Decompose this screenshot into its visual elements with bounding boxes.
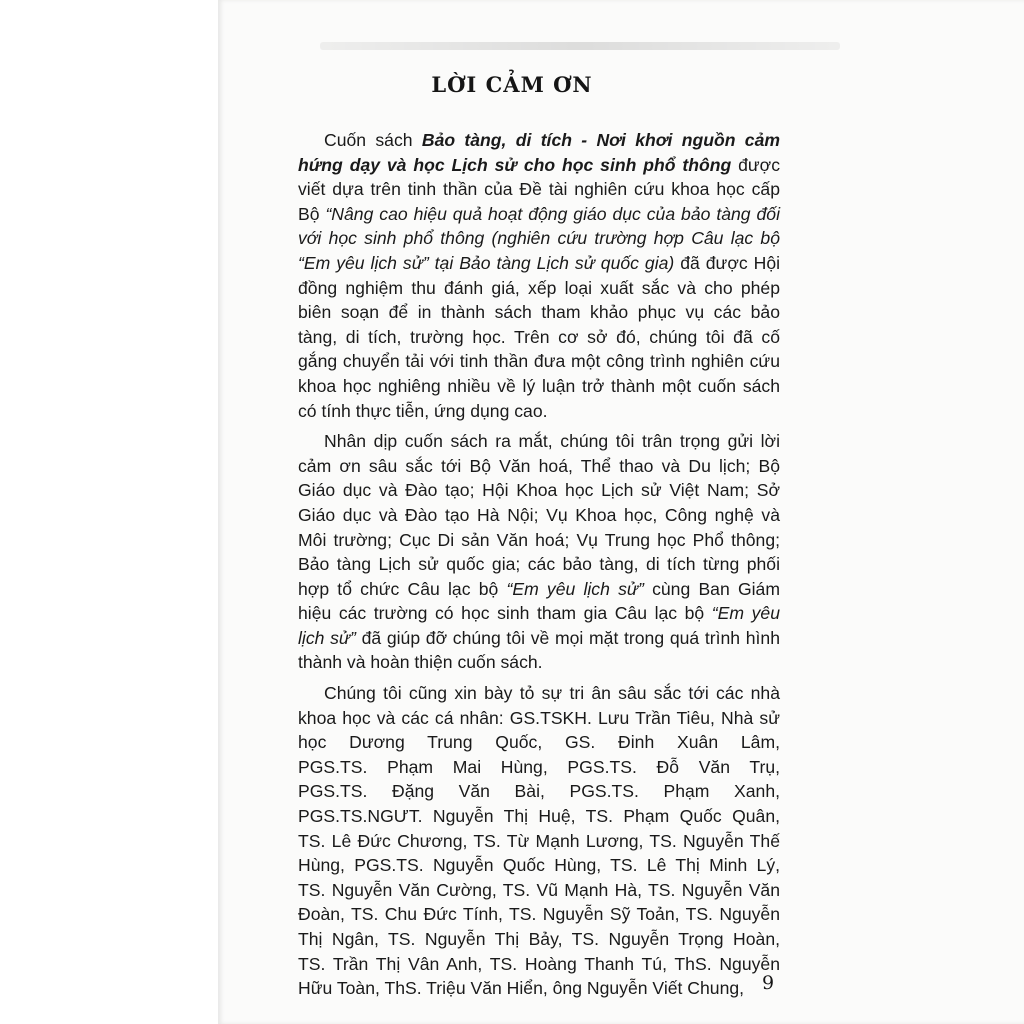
- text-run: PGS.TS.NGƯT. Nguyễn Thị Huệ, TS. Phạm Quốc Quân,: [298, 806, 780, 827]
- text-run: Chúng tôi cũng xin bày tỏ sự tri ân sâu sắc tới các nhà: [324, 683, 780, 704]
- text-run: viết dựa trên tinh thần của Đề tài nghiên cứu khoa học cấp: [298, 179, 780, 200]
- text-line: [298, 976, 780, 1001]
- text-run: lịch sử”: [298, 627, 356, 648]
- text-run: Hữu Toàn, ThS. Triệu Văn Hiển, ông Nguyễn Viết Chung,: [298, 978, 745, 999]
- text-run: Bảo tàng, di tích - Nơi khơi nguồn cảm: [421, 130, 780, 150]
- text-line: [298, 300, 780, 325]
- text-line: [298, 601, 780, 626]
- text-run: đã được Hội: [674, 252, 781, 273]
- text-run: gắng chuyển tải với tinh thần đưa một công trình nghiên cứu: [298, 351, 780, 372]
- text-run: PGS.TS. Đặng Văn Bài, PGS.TS. Phạm Xanh,: [298, 781, 780, 802]
- text-line: [298, 374, 780, 399]
- text-run: TS. Lê Đức Chương, TS. Từ Mạnh Lương, TS. Nguyễn Thế: [298, 830, 780, 851]
- text-run: đã giúp đỡ chúng tôi về mọi mặt trong quá trình hình: [355, 627, 780, 648]
- text-line: [298, 730, 780, 755]
- text-run: TS. Trần Thị Vân Anh, TS. Hoàng Thanh Tú, ThS. Nguyễn: [298, 953, 780, 974]
- page-number: 9: [762, 972, 775, 994]
- text-line: [298, 755, 780, 780]
- text-run: hiệu các trường có học sinh tham gia Câu lạc bộ: [298, 603, 712, 624]
- text-line: [298, 478, 780, 503]
- text-run: Hùng, PGS.TS. Nguyễn Quốc Hùng, TS. Lê Thị Minh Lý,: [298, 855, 780, 876]
- text-line: [298, 804, 780, 829]
- text-line: [298, 128, 780, 153]
- text-line: [298, 528, 780, 553]
- text-line: [298, 325, 780, 350]
- text-line: [298, 927, 780, 952]
- text-line: [298, 952, 780, 977]
- text-run: cùng Ban Giám: [643, 578, 780, 599]
- text-line: [298, 626, 780, 651]
- bleed-through-text: [320, 42, 840, 50]
- text-run: khoa học nghiêng nhiều về lý luận trở thành một cuốn sách: [298, 375, 780, 396]
- text-run: hợp tổ chức Câu lạc bộ: [298, 578, 507, 599]
- text-run: Giáo dục và Đào tạo; Hội Khoa học Lịch sử Việt Nam; Sở: [298, 480, 780, 501]
- text-line: [298, 202, 780, 227]
- text-run: với học sinh phổ thông (nghiên cứu trường hợp Câu lạc bộ: [298, 228, 780, 249]
- text-line: [298, 829, 780, 854]
- text-line: [298, 251, 780, 276]
- text-run: Thị Ngân, TS. Nguyễn Thị Bảy, TS. Nguyễn Trọng Hoàn,: [298, 929, 780, 949]
- text-run: “Em yêu lịch sử” tại Bảo tàng Lịch sử quốc gia): [298, 252, 675, 273]
- text-line: [298, 706, 780, 731]
- text-run: Bộ: [298, 203, 326, 224]
- text-line: [298, 681, 780, 706]
- text-line: [298, 779, 780, 804]
- text-line: [298, 399, 780, 424]
- text-run: “Nâng cao hiệu quả hoạt động giáo dục của bảo tàng đối: [325, 203, 780, 224]
- paragraph: [298, 681, 780, 1001]
- text-run: “Em yêu: [711, 603, 780, 624]
- paragraph: [298, 128, 780, 423]
- text-line: [298, 853, 780, 878]
- text-run: Giáo dục và Đào tạo Hà Nội; Vụ Khoa học, Công nghệ và: [298, 504, 780, 525]
- text-run: TS. Nguyễn Văn Cường, TS. Vũ Mạnh Hà, TS. Nguyễn Văn: [298, 879, 780, 900]
- text-line: [298, 153, 780, 178]
- text-line: [298, 349, 780, 374]
- text-run: cảm ơn sâu sắc tới Bộ Văn hoá, Thể thao và Du lịch; Bộ: [298, 455, 780, 476]
- page-title: LỜI CẢM ƠN: [431, 72, 593, 97]
- body-text: [298, 128, 780, 1001]
- text-run: đồng nghiệm thu đánh giá, xếp loại xuất sắc và cho phép: [298, 277, 780, 298]
- text-line: [298, 577, 780, 602]
- text-line: [298, 503, 780, 528]
- text-run: Đoàn, TS. Chu Đức Tính, TS. Nguyễn Sỹ Toản, TS. Nguyễn: [298, 904, 780, 925]
- text-line: [298, 878, 780, 903]
- text-run: có tính thực tiễn, ứng dụng cao.: [298, 400, 548, 421]
- text-line: [298, 902, 780, 927]
- text-run: PGS.TS. Phạm Mai Hùng, PGS.TS. Đỗ Văn Trụ,: [298, 756, 780, 777]
- text-line: [298, 454, 780, 479]
- text-run: được: [731, 154, 780, 175]
- text-run: thành và hoàn thiện cuốn sách.: [298, 652, 543, 673]
- text-line: [298, 650, 780, 675]
- text-line: [298, 429, 780, 454]
- text-run: hứng dạy và học Lịch sử cho học sinh phổ thông: [298, 154, 732, 175]
- text-run: Môi trường; Cục Di sản Văn hoá; Vụ Trung học Phổ thông;: [298, 529, 780, 550]
- text-run: “Em yêu lịch sử”: [506, 578, 644, 599]
- text-run: Nhân dịp cuốn sách ra mắt, chúng tôi trân trọng gửi lời: [324, 431, 780, 452]
- text-line: [298, 552, 780, 577]
- text-run: học Dương Trung Quốc, GS. Đinh Xuân Lâm,: [298, 732, 780, 753]
- text-run: tàng, di tích, trường học. Trên cơ sở đó, chúng tôi đã cố: [298, 326, 780, 347]
- text-line: [298, 226, 780, 251]
- text-run: Cuốn sách: [324, 130, 422, 150]
- text-run: Bảo tàng Lịch sử quốc gia; các bảo tàng, di tích từng phối: [298, 554, 780, 575]
- paragraph: [298, 429, 780, 675]
- text-line: [298, 276, 780, 301]
- text-line: [298, 177, 780, 202]
- text-run: khoa học và các cá nhân: GS.TSKH. Lưu Trần Tiêu, Nhà sử: [298, 707, 780, 728]
- text-run: biên soạn để in thành sách tham khảo phục vụ các bảo: [298, 302, 780, 323]
